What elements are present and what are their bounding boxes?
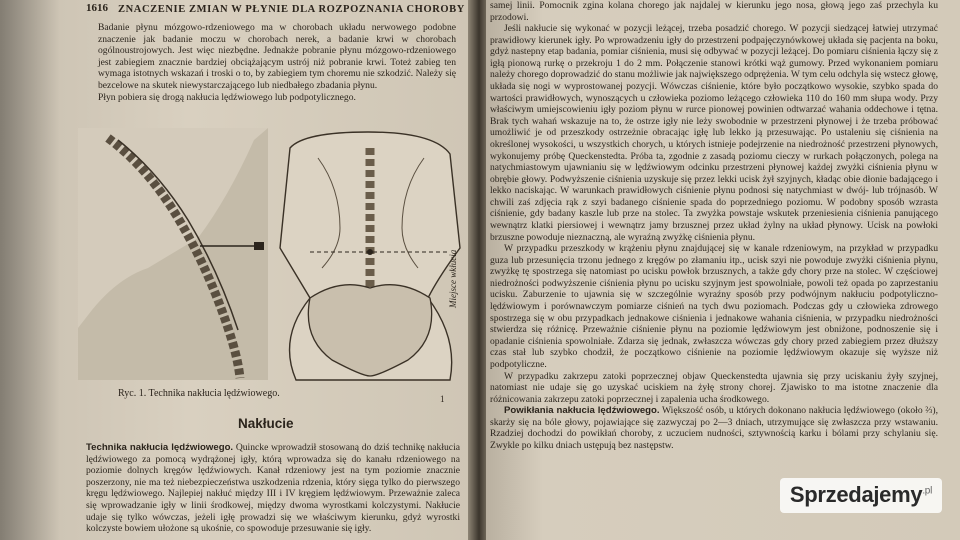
watermark-tld: .pl [922, 485, 932, 497]
page-number: 1616 [86, 2, 108, 14]
technique-run-in: Technika nakłucia lędźwiowego. [86, 442, 234, 453]
right-paragraph [490, 0, 938, 23]
marketplace-watermark [780, 478, 942, 513]
right-paragraph [490, 23, 938, 243]
puncture-site-label: Miejsce wkłucia [448, 249, 458, 308]
back-view [280, 132, 460, 380]
right-page [486, 0, 960, 540]
paragraph-text: Jeśli nakłucie się wykonać w pozycji leżącej, trzeba posadzić chorego. W pozycji siedzącej łatwiej utrzymać prawidłowy kierunek igły. Po wprowadzeniu igły do przestrzeni podpajęczynówkowej układa się pacjenta na boku, gdyż nastepny etap badania, pomiar ciśnienia, musi się odbywać w pozycji leżącej. Do pomiaru ciśnienia łączy się z igłą pionową rurkę o przekroju 1 do 2 mm. Połączenie stanowi krótki wąż gumowy. Przed wykonaniem pomiaru należy chorego doprowadzić do stanu możliwie jak największego odprężenia. W tym celu odchyla się wstecz głowę, układa się nogi w wyprostowanej pozycji. Wówczas ciśnienie, które było początkowo wysokie, szybko spada do wartości prawidłowych, wynoszących u człowieka poziomo leżącego człowieka 110 do 160 mm słupa wody. Przy właściwym umiejscowieniu igły poziom płynu w rurce pionowej powinien odtwarzać wahania oddechowe i tętna. Brak tych wahań wskazuje na to, że ostrze igły nie leży swobodnie w przestrzeni płynowej i że trzeba próbować umożliwić je od przeszkody ostrzeżnie obracając igłę lub lekko ją przesuwając. Po ustaleniu się ciśnienia na określonej wysokości, u wszystkich chorych, u których istnieje podejrzenie na niedrożność przestrzeni płynowych, wykonujemy próbę Queckenstedta. Próba ta, zgodnie z zasadą poziomu cieczy w rurkach połączonych, polega na natychmiastowym ujawnianiu się w lędźwiowym odcinku przestrzeni płynowej każdej zwyżki ciśnienia płynu w obrębie głowy. Podwyższenie ciśnienia uzyskuje się przez lekki ucisk żył szyjnych, kładąc obie dłonie badającego i lekko naciskając. W warunkach prawidłowych ciśnienie płynu podnosi się natychmiast w dwój- lub trójnasób. W chwili zaś zdjęcia rąk z szyi badanego ciśnienie spada do poprzedniego poziomu. W podobny sposób wzrasta ciśnienie, gdy badany kaszle lub prze na stolec. Ta zwyżka powstaje wskutek przeniesienia ciśnienia panującego wewnątrz klatki piersiowej i wewnątrz jamy brzusznej przez układ żylny na układ płynowy. Ucisk na powłoki brzuszne powoduje nieznaczną, ale wyraźną zwyżkę ciśnienia płynu. [490, 23, 938, 243]
technique-text: Quincke wprowadził stosowaną do dziś technikę nakłucia lędźwiowego za pomocą wydrążonej igły, którą wprowadza się do kanału rdzeniowego na poziomie dolnych kręgów lędźwiowych. Kanał rdzeniowy jest na tym poziomie znacznie poszerzony, nie ma też niebezpieczeństwa uszkodzenia rdzenia, który sięga tylko do pierwszego kręgu lędźwiowego. Najlepiej nakłuć między III i IV kręgiem lędźwiowym. Przeważnie zaleca się wprowadzanie igły w linii środkowej, między dwoma wyrostkami kolczystymi. Nakłucie udaje się tylko wówczas, jeżeli igłę prowadzi się we właściwym kierunku, gdyż wyrostki kolczyste bowiem ułożone są ukośnie, co spowoduje przesuwanie się igły. [86, 442, 460, 535]
left-page [0, 0, 472, 540]
right-paragraph [490, 405, 938, 451]
intro-paragraph: Badanie płynu mózgowo-rdzeniowego ma w chorobach układu nerwowego podobne znaczenie jak badanie moczu w chorobach nerek, a badanie krwi w chorobach ogólnoustrojowych. Jest więc niezbędne. Jednakże pobranie płynu mózgowo-rdzeniowego jest zabiegiem znacznie bardziej obciążającym ustrój niż pobranie krwi. Toteż zabieg ten wymaga istotnych wskazań i troski o to, by zabiegiem tym choremu nie szkodzić. Należy się bezcelowe na skutek niewystarczającego lub niedbałego zbadania płynu. [98, 22, 456, 91]
puncture-site-marker [367, 249, 373, 255]
section-heading: Nakłucie [238, 416, 294, 431]
footnote-mark: 1 [440, 394, 445, 404]
page-edge-shadow [0, 0, 60, 540]
needle-hub [254, 242, 264, 250]
watermark-brand: Sprzedajemy [789, 482, 923, 507]
right-paragraph [490, 371, 938, 406]
paragraph-text: W przypadku zakrzepu zatoki poprzecznej objaw Queckenstedta ujawnia się przy uciskaniu żyły szyjnej, natomiast nie udaje się go uzyskać uciskiem na żyłę strony chorej. Zjawisko to ma istotne znaczenie dla różnicowania zakrzepu zatoki poprzecznej i zapalenia ucha środkowego. [490, 370, 938, 405]
paragraph-run-in: Powikłania nakłucia lędźwiowego. [504, 405, 660, 417]
method-paragraph: Płyn pobiera się drogą nakłucia lędźwiowego lub podpotylicznego. [98, 92, 356, 103]
lumbar-puncture-figure [78, 128, 462, 388]
paragraph-text: samej linii. Pomocnik zgina kolana chorego jak najdalej w kierunku jego nosa, głową jego zaś przechyla ku przodowi. [490, 0, 938, 23]
right-paragraph [490, 243, 938, 370]
technique-paragraph [86, 442, 460, 535]
paragraph-text: W przypadku przeszkody w krążeniu płynu znajdującej się w kanale rdzeniowym, na przykład w przypadku guza lub przesunięcia trzonu jednego z kręgów po złamaniu itp., ucisk szyi nie powoduje zwyżki ciśnienia płynu, zwyżkę tę spostrzega się natomiast po ucisku powłok brzusznych, a także gdy chory prze na stolec. W częściowej niedrożności podwyższenie ciśnienia płynu po ucisku szyjnym jest spowolniałe, powoli też opada po zaprzestaniu ucisku. Zaburzenie to ujawnia się w szczególnie wyraźny sposób przy podwójnym nakłuciu podpotyliczno-lędźwiowym i porównawczym pomiarze ciśnień na tych dwu poziomach. Podczas gdy u człowieka zdrowego spostrzega się w obu przypadkach jednakowe ciśnienia i jednakowe wahania ciśnienia, w przypadku niedrożności stwierdza się różnicę. Przeważnie ciśnienie płynu na poziomie lędźwiowym jest obniżone, podnoszenie się i opadanie ciśnienia spowolniałe. Zdarza się jednak, zwłaszcza wówczas gdy chory przed zabiegiem przez dłuższy czas stał lub szybko chodził, że początkowo ciśnienie na poziomie lędźwiowym okazuje się wyższe niż podpotyliczne. [490, 243, 938, 370]
figure-caption: Ryc. 1. Technika nakłucia lędźwiowego. [118, 388, 280, 399]
right-page-text [490, 0, 938, 452]
running-head: ZNACZENIE ZMIAN W PŁYNIE DLA ROZPOZNANIA CHOROBY [118, 4, 465, 15]
paragraph-text: Większość osób, u których dokonano nakłucia lędźwiowego (około ⅔), skarży się na bóle głowy, pojawiające się zazwyczaj po 2—3 dniach, utrzymujące się zwłaszcza przy wstawaniu. Rzadziej dochodzi do powikłań choroby, z uczuciem nudności, sztywnością karku i bólami przy schylaniu się. Zwykle po kilku dniach ustępują bez następstw. [490, 405, 939, 451]
